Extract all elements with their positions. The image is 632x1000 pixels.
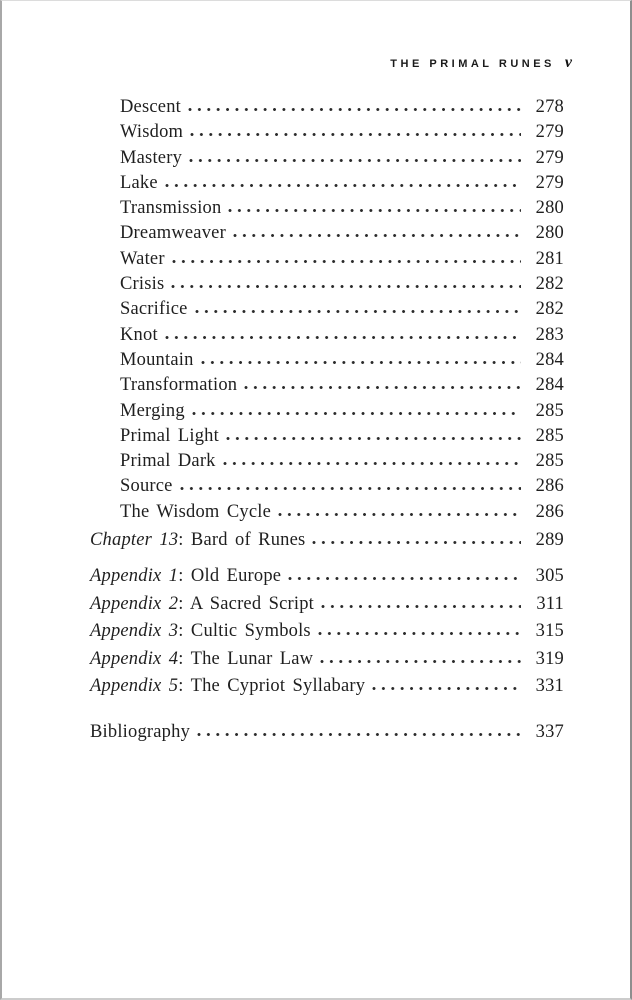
toc-entry-page: 285 <box>535 400 564 421</box>
toc-appendix-label <box>90 618 311 646</box>
toc-entry-label: The Wisdom Cycle <box>120 501 271 522</box>
toc-appendix-page: 331 <box>535 676 564 697</box>
toc-bibliography-page: 337 <box>535 721 564 742</box>
toc-entry-label: Water <box>120 248 165 269</box>
toc-entry-page: 283 <box>535 324 564 345</box>
toc-entry-page: 279 <box>535 147 564 168</box>
dot-leader <box>321 604 521 609</box>
appendix-prefix: Appendix 3 <box>90 621 179 642</box>
toc-entry-label: Source <box>120 476 173 497</box>
dot-leader <box>172 259 521 264</box>
dot-leader <box>228 208 521 213</box>
toc-entry-page: 282 <box>535 274 564 295</box>
toc-entry-page: 279 <box>535 122 564 143</box>
toc-appendix-label <box>90 646 313 674</box>
toc-entry <box>90 297 564 322</box>
toc-appendix-entry <box>90 563 564 591</box>
toc-entry-label: Merging <box>120 400 185 421</box>
toc-entry-page: 285 <box>535 451 564 472</box>
toc-entry-page: 284 <box>535 375 564 396</box>
toc-entry-label: Dreamweaver <box>120 223 226 244</box>
appendix-title: : Old Europe <box>178 566 282 587</box>
toc-entry <box>90 272 564 297</box>
dot-leader <box>180 486 521 491</box>
appendix-prefix: Appendix 2 <box>90 593 179 614</box>
table-of-contents <box>90 95 564 745</box>
toc-bibliography-label: Bibliography <box>90 721 191 742</box>
dot-leader <box>165 335 521 340</box>
toc-entry-label: Sacrifice <box>120 299 188 320</box>
toc-entry-label: Wisdom <box>120 122 184 143</box>
dot-leader <box>201 360 521 365</box>
toc-entry <box>90 424 564 449</box>
dot-leader <box>190 132 521 137</box>
toc-entry-page: 282 <box>535 299 564 320</box>
dot-leader <box>278 512 521 517</box>
appendix-title: : The Cypriot Syllabary <box>178 676 366 697</box>
toc-entry <box>90 95 564 120</box>
appendix-prefix: Appendix 5 <box>90 676 179 697</box>
toc-entry-label: Lake <box>120 172 158 193</box>
toc-entry <box>90 474 564 499</box>
toc-appendix-label <box>90 563 281 591</box>
dot-leader <box>226 436 521 441</box>
toc-entry <box>90 449 564 474</box>
toc-entry <box>90 171 564 196</box>
toc-appendix-entry <box>90 591 564 619</box>
chapter-title: : Bard of Runes <box>178 530 306 551</box>
toc-entry-label: Knot <box>120 324 158 345</box>
toc-entry-page: 284 <box>535 349 564 370</box>
dot-leader <box>223 461 521 466</box>
dot-leader <box>244 385 521 390</box>
appendix-section <box>90 563 564 701</box>
toc-appendix-entry <box>90 646 564 674</box>
dot-leader <box>233 233 521 238</box>
dot-leader <box>192 411 521 416</box>
toc-entry <box>90 323 564 348</box>
appendix-title: : Cultic Symbols <box>178 621 311 642</box>
dot-leader <box>197 732 521 737</box>
toc-appendix-entry <box>90 673 564 701</box>
toc-entry-label: Mastery <box>120 147 183 168</box>
appendix-title: : The Lunar Law <box>178 648 314 669</box>
toc-entry-page: 286 <box>535 501 564 522</box>
toc-entry-label: Mountain <box>120 349 194 370</box>
dot-leader <box>171 284 521 289</box>
toc-entry <box>90 373 564 398</box>
toc-entry-label: Primal Dark <box>120 451 216 472</box>
dot-leader <box>318 631 521 636</box>
toc-entry-page: 280 <box>535 198 564 219</box>
running-header <box>390 54 572 72</box>
appendix-prefix: Appendix 1 <box>90 566 179 587</box>
toc-bibliography-entry <box>90 720 564 745</box>
toc-appendix-entry <box>90 618 564 646</box>
toc-chapter-page: 289 <box>535 530 564 551</box>
toc-entry <box>90 120 564 145</box>
dot-leader <box>189 158 521 163</box>
toc-appendix-label <box>90 591 314 619</box>
toc-entry <box>90 146 564 171</box>
toc-entry-label: Crisis <box>120 274 165 295</box>
dot-leader <box>320 659 521 664</box>
toc-entry-page: 279 <box>535 172 564 193</box>
book-title: THE PRIMAL RUNES <box>390 58 555 70</box>
appendix-title: : A Sacred Script <box>178 593 315 614</box>
toc-entry <box>90 196 564 221</box>
toc-entry <box>90 500 564 525</box>
toc-entry-page: 278 <box>535 97 564 117</box>
toc-appendix-page: 319 <box>535 648 564 669</box>
dot-leader <box>372 686 521 691</box>
toc-chapter-entry <box>90 528 564 553</box>
toc-appendix-page: 305 <box>535 566 564 587</box>
toc-entry-label: Transformation <box>120 375 238 396</box>
toc-entry <box>90 399 564 424</box>
dot-leader <box>195 309 521 314</box>
toc-entry <box>90 247 564 272</box>
dot-leader <box>188 107 521 112</box>
toc-entry-page: 285 <box>535 425 564 446</box>
chapter-prefix: Chapter 13 <box>90 530 179 551</box>
toc-entry <box>90 221 564 246</box>
page-number: v <box>564 54 572 71</box>
toc-entry <box>90 348 564 373</box>
toc-entry-label: Primal Light <box>120 425 219 446</box>
toc-appendix-page: 311 <box>536 593 564 614</box>
dot-leader <box>288 576 521 581</box>
toc-entry-page: 280 <box>535 223 564 244</box>
toc-entry-page: 281 <box>535 248 564 269</box>
toc-entry-label: Descent <box>120 97 181 117</box>
toc-entry-label: Transmission <box>120 198 222 219</box>
appendix-prefix: Appendix 4 <box>90 648 179 669</box>
toc-chapter-label <box>90 528 305 553</box>
dot-leader <box>165 183 521 188</box>
toc-appendix-label <box>90 673 365 701</box>
toc-appendix-page: 315 <box>535 621 564 642</box>
dot-leader <box>312 540 521 545</box>
toc-entry-page: 286 <box>535 476 564 497</box>
